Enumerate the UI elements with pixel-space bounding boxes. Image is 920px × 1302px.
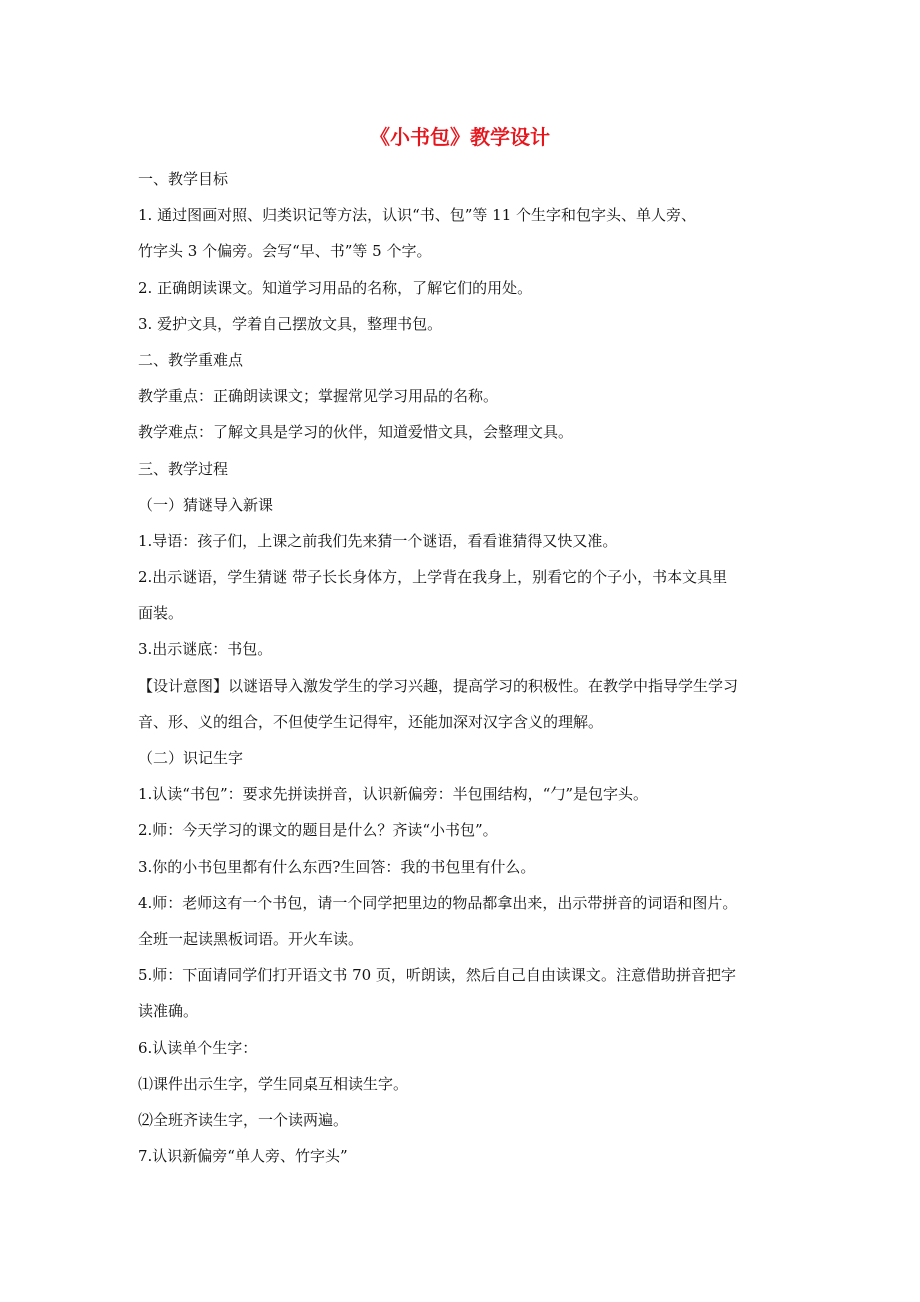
- text-line: 2.师：今天学习的课文的题目是什么？齐读“小书包”。: [138, 821, 498, 840]
- text-line: 面装。: [138, 604, 184, 623]
- text-line: 教学难点：了解文具是学习的伙伴，知道爱惜文具，会整理文具。: [138, 423, 574, 442]
- text-line: 3. 爱护文具，学着自己摆放文具，整理书包。: [138, 314, 443, 333]
- text-line: 竹字头 3 个偏旁。会写“早、书”等 5 个字。: [138, 242, 432, 261]
- text-line: 1.导语：孩子们，上课之前我们先来猜一个谜语，看看谁猜得又快又准。: [138, 531, 618, 550]
- document-title: 《小书包》教学设计: [370, 125, 550, 149]
- text-line: 6.认读单个生字：: [138, 1038, 258, 1057]
- text-line: ⑴课件出示生字，学生同桌互相读生字。: [138, 1074, 409, 1093]
- text-line: （二）识记生字: [138, 749, 244, 767]
- text-line: 【设计意图】以谜语导入激发学生的学习兴趣，提高学习的积极性。在教学中指导学生学习: [138, 676, 739, 695]
- document-body: [138, 161, 798, 1174]
- text-line: 5.师：下面请同学们打开语文书 70 页，听朗读，然后自己自由读课文。注意借助拼音把字: [138, 966, 736, 985]
- text-line: 1.认读“书包”：要求先拼读拼音，认识新偏旁：半包围结构，“勹”是包字头。: [138, 785, 648, 804]
- text-line: 音、形、义的组合，不但使学生记得牢，还能加深对汉字含义的理解。: [138, 712, 604, 731]
- text-line: 3.你的小书包里都有什么东西?生回答：我的书包里有什么。: [138, 857, 536, 876]
- text-line: 4.师：老师这有一个书包，请一个同学把里边的物品都拿出来，出示带拼音的词语和图片。: [138, 893, 738, 912]
- text-line: 3.出示谜底：书包。: [138, 640, 273, 659]
- text-line: （一）猜谜导入新课: [138, 495, 274, 514]
- text-line: 1. 通过图画对照、归类识记等方法，认识“书、包”等 11 个生字和包字头、单人旁、: [138, 206, 697, 225]
- text-line: 7.认识新偏旁“单人旁、竹字头”: [138, 1147, 348, 1166]
- text-line: 教学重点：正确朗读课文；掌握常见学习用品的名称。: [138, 387, 499, 406]
- text-line: 一、教学目标: [138, 170, 229, 188]
- text-line: 2. 正确朗读课文。知道学习用品的名称，了解它们的用处。: [138, 278, 533, 297]
- text-line: 全班一起读黑板词语。开火车读。: [138, 929, 364, 948]
- text-line: 读准确。: [138, 1002, 199, 1021]
- text-line: ⑵全班齐读生字，一个读两遍。: [138, 1110, 349, 1129]
- text-line: 2.出示谜语，学生猜谜 带子长长身体方，上学背在我身上，别看它的个子小，书本文具里: [138, 568, 728, 587]
- text-line: 三、教学过程: [138, 459, 229, 478]
- text-line: 二、教学重难点: [138, 350, 244, 369]
